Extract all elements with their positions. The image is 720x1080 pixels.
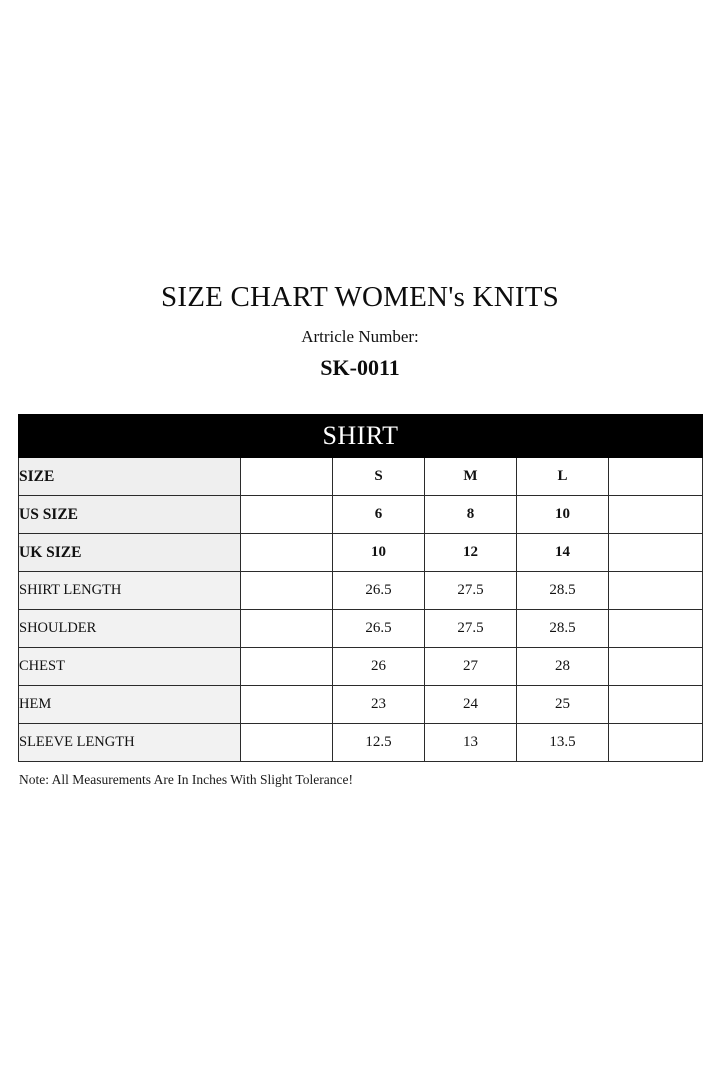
table-row [19,496,703,534]
size-table-container [18,414,702,762]
row-label: HEM [19,686,241,724]
table-row [19,686,703,724]
row-value-l: L [517,458,609,496]
row-tail-cell [609,724,703,762]
row-value-s: 23 [333,686,425,724]
row-tail-cell [609,496,703,534]
table-row [19,458,703,496]
table-banner: SHIRT [19,415,703,458]
row-tail-cell [609,572,703,610]
row-value-m: 24 [425,686,517,724]
row-value-l: 28 [517,648,609,686]
row-tail-cell [609,458,703,496]
row-tail-cell [609,648,703,686]
row-blank-cell [241,458,333,496]
row-label: US SIZE [19,496,241,534]
row-value-l: 10 [517,496,609,534]
row-blank-cell [241,534,333,572]
row-value-m: 27 [425,648,517,686]
row-value-l: 25 [517,686,609,724]
row-value-l: 13.5 [517,724,609,762]
row-value-l: 28.5 [517,610,609,648]
row-label: SLEEVE LENGTH [19,724,241,762]
article-number-value: SK-0011 [320,354,400,380]
row-blank-cell [241,610,333,648]
banner-row [19,415,703,458]
size-table [18,414,703,762]
table-row [19,534,703,572]
row-value-m: 8 [425,496,517,534]
row-value-s: 10 [333,534,425,572]
table-row [19,648,703,686]
row-blank-cell [241,572,333,610]
title-block [0,282,720,381]
row-value-s: S [333,458,425,496]
row-tail-cell [609,534,703,572]
table-row [19,724,703,762]
row-value-m: 27.5 [425,572,517,610]
row-value-s: 12.5 [333,724,425,762]
row-label: CHEST [19,648,241,686]
row-value-m: 27.5 [425,610,517,648]
row-label: UK SIZE [19,534,241,572]
measurement-note: Note: All Measurements Are In Inches With Slight Tolerance! [19,772,353,787]
row-blank-cell [241,496,333,534]
row-tail-cell [609,686,703,724]
row-value-s: 6 [333,496,425,534]
row-label: SHOULDER [19,610,241,648]
row-value-l: 14 [517,534,609,572]
article-number-label: Artricle Number: [301,326,419,346]
row-blank-cell [241,724,333,762]
row-value-m: 12 [425,534,517,572]
table-row [19,610,703,648]
row-blank-cell [241,648,333,686]
table-row [19,572,703,610]
row-value-m: M [425,458,517,496]
page-title: SIZE CHART WOMEN's KNITS [161,281,559,313]
row-value-m: 13 [425,724,517,762]
row-value-l: 28.5 [517,572,609,610]
row-value-s: 26.5 [333,610,425,648]
row-value-s: 26.5 [333,572,425,610]
row-tail-cell [609,610,703,648]
row-blank-cell [241,686,333,724]
row-label: SIZE [19,458,241,496]
row-label: SHIRT LENGTH [19,572,241,610]
row-value-s: 26 [333,648,425,686]
